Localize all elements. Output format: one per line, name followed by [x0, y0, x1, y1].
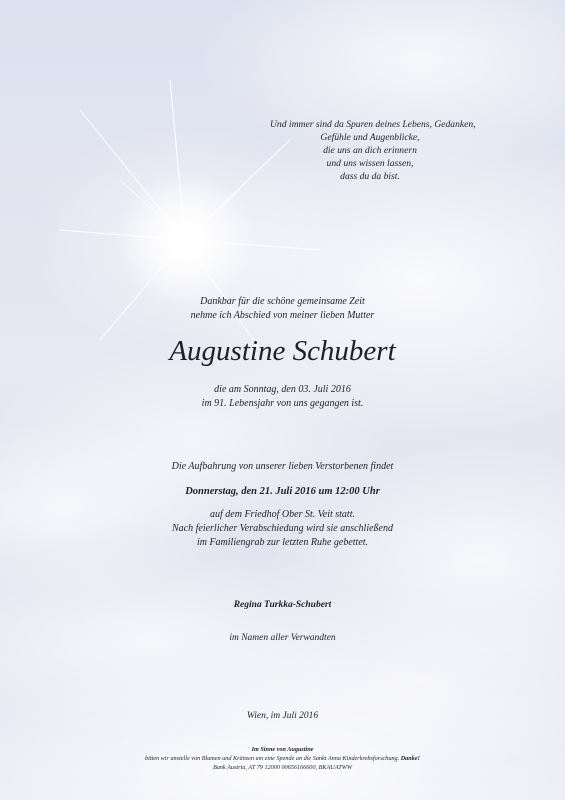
- mourner-name: Regina Turkka-Schubert: [233, 600, 332, 610]
- burial-line: Nach feierlicher Verabschiedung wird sie anschließend: [172, 523, 393, 534]
- donation-footer: [0, 745, 565, 772]
- death-notice-line: im 91. Lebensjahr von uns gegangen ist.: [201, 398, 364, 409]
- footer-donation-text: bitten wir anstelle von Blumen und Kränzen um eine Spende an die Sankt Anna Kinderkrebsforschung.: [145, 755, 400, 762]
- poem-line: Gefühle und Augenblicke,: [320, 132, 420, 143]
- death-notice-line: die am Sonntag, den 03. Juli 2016: [214, 384, 351, 395]
- footer-heading: Im Sinne von Augustine: [251, 746, 314, 753]
- intro-text: [0, 295, 565, 323]
- sun-glow: [167, 222, 203, 258]
- footer-donation-line: [0, 754, 565, 763]
- intro-line: nehme ich Abschied von meiner lieben Mutter: [190, 310, 375, 321]
- relatives-note: im Namen aller Verwandten: [229, 633, 336, 643]
- laying-out-text: Die Aufbahrung von unserer lieben Verstorbenen findet: [171, 461, 394, 472]
- burial-line: im Familiengrab zur letzten Ruhe gebettet.: [196, 537, 369, 548]
- place-date: Wien, im Juli 2016: [246, 711, 319, 721]
- deceased-name: Augustine Schubert: [169, 335, 396, 367]
- footer-bank-details: Bank Austria, AT 79 12000 00656166600, BKAUATWW: [212, 764, 353, 771]
- death-notice: [0, 383, 565, 411]
- poem-line: die uns an dich erinnern: [323, 145, 417, 156]
- poem-line: dass du da bist.: [340, 171, 400, 182]
- poem-verse: [270, 118, 476, 183]
- burial-text: [0, 508, 565, 550]
- intro-line: Dankbar für die schöne gemeinsame Zeit: [200, 296, 365, 307]
- ceremony-date: Donnerstag, den 21. Juli 2016 um 12:00 Uhr: [185, 486, 380, 497]
- burial-line: auf dem Friedhof Ober St. Veit statt.: [210, 509, 355, 520]
- poem-line: Und immer sind da Spuren deines Lebens, Gedanken,: [270, 119, 476, 130]
- footer-thanks: Danke!: [400, 755, 420, 762]
- poem-line: und uns wissen lassen,: [326, 158, 414, 169]
